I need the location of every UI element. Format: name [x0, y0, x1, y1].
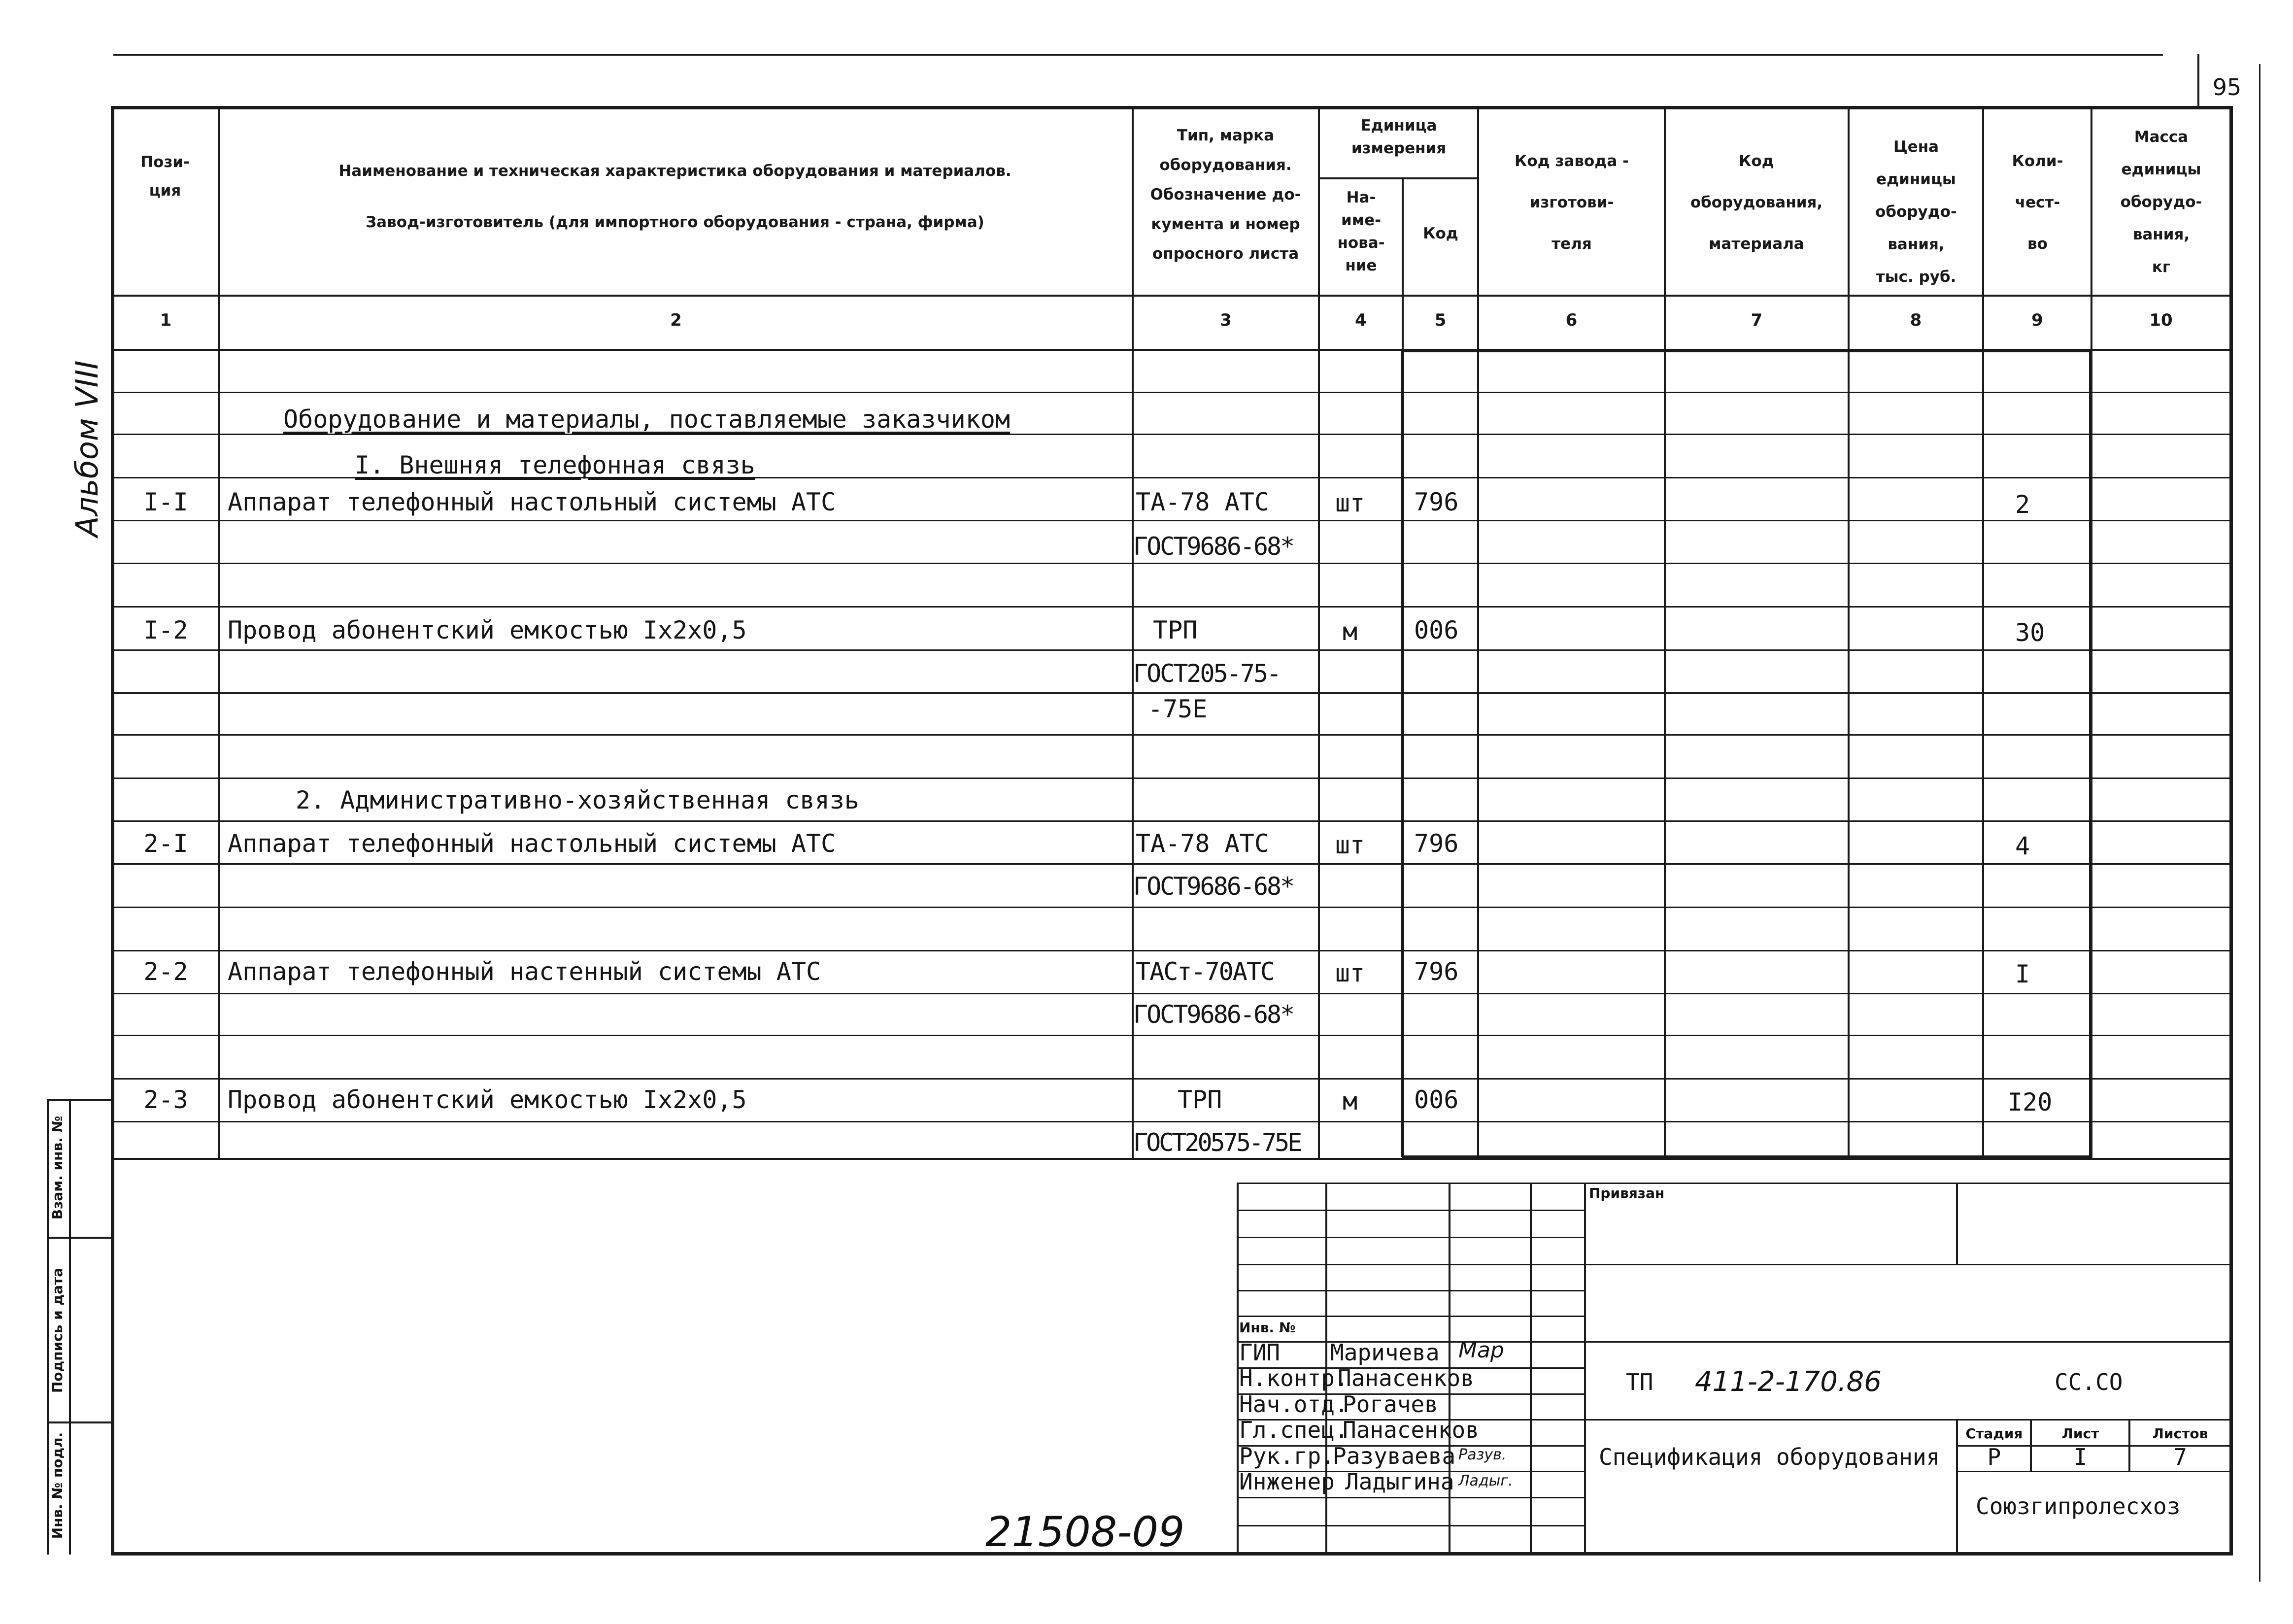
top-rule — [113, 54, 2163, 56]
row-rule — [111, 563, 2229, 564]
tb-sheets: 7 — [2173, 1444, 2187, 1470]
row-code: 006 — [1414, 616, 1459, 644]
tb-role: Н.контр. — [1239, 1365, 1349, 1391]
row-unit: шт — [1335, 831, 1365, 859]
tb-row — [1237, 1290, 1584, 1291]
row-type: ТА-78 АТС — [1136, 829, 1269, 858]
tb-line — [1956, 1419, 1958, 1552]
row-pos: 2-2 — [143, 957, 188, 986]
tb-stage: Р — [1987, 1444, 2001, 1470]
colnum-2: 2 — [670, 310, 682, 330]
row-qty: I20 — [2008, 1088, 2053, 1116]
tb-role: Рук.гр. — [1239, 1443, 1335, 1469]
row-name: Аппарат телефонный настольный системы АТС — [228, 829, 836, 858]
row-rule — [111, 907, 2229, 908]
row-name: Аппарат телефонный настенный системы АТС — [228, 957, 821, 986]
tb-doc-mark: СС.СО — [2055, 1369, 2123, 1395]
tb-row — [1237, 1525, 1584, 1526]
header-qty: Коли- чест- во — [2012, 152, 2063, 253]
tb-line — [2128, 1419, 2130, 1471]
row-qty: 4 — [2015, 832, 2030, 860]
tb-person: Маричева — [1330, 1339, 1440, 1366]
colnum-8: 8 — [1910, 310, 1922, 330]
tb-signature: Ладыг. — [1458, 1472, 1513, 1489]
sheet-number-box-left — [2197, 54, 2199, 108]
row-rule — [111, 1078, 2229, 1080]
row-code: 796 — [1414, 957, 1459, 986]
colnum-9: 9 — [2031, 310, 2043, 330]
row-type: ТРП — [1178, 1085, 1222, 1114]
row-code: 006 — [1414, 1085, 1459, 1114]
row-rule — [111, 820, 2229, 822]
tb-row — [1237, 1183, 2229, 1184]
tb-inv-no: Инв. № — [1239, 1320, 1296, 1336]
row-rule — [111, 434, 2229, 435]
colnum-7: 7 — [1751, 310, 1763, 330]
row-qty: 2 — [2015, 490, 2030, 519]
side-stamp-left — [47, 1099, 49, 1555]
colnum-1: 1 — [160, 310, 172, 330]
header-mass: Масса единицы оборудо- вания, кг — [2120, 128, 2202, 276]
col-line-5 — [1477, 106, 1479, 1158]
header-equip-code: Код оборудования, материала — [1690, 152, 1823, 253]
colnum-5: 5 — [1434, 310, 1447, 330]
tb-line — [2030, 1419, 2032, 1471]
row-type: ТРП — [1153, 616, 1198, 644]
subsection-title-2: 2. Административно-хозяйственная связь — [296, 786, 859, 814]
row-rule — [111, 950, 2229, 951]
tb-sheet: I — [2073, 1444, 2088, 1470]
header-unit: Единица измерения — [1351, 117, 1447, 157]
header-type: Тип, марка оборудования. Обозначение до- кумента и номер опросного листа — [1150, 127, 1301, 263]
album-label: Альбом VIII — [69, 360, 105, 537]
tb-privyazan: Привязан — [1589, 1185, 1665, 1201]
tb-line — [1956, 1183, 1958, 1264]
tb-role: Гл.спец. — [1239, 1417, 1349, 1443]
header-pos: Пози- ция — [140, 153, 190, 200]
row-qty: 30 — [2015, 618, 2045, 647]
row-rule — [111, 606, 2229, 608]
row-name: Провод абонентский емкостью Iх2х0,5 — [228, 616, 747, 644]
header-name-line1: Наименование и техническая характеристика оборудования и материалов. — [338, 162, 1012, 180]
tb-person: Ладыгина — [1345, 1468, 1454, 1495]
row-pos: 2-I — [143, 829, 188, 858]
row-name: Аппарат телефонный настольный системы АТС — [228, 488, 836, 516]
tb-rule — [1956, 1471, 2229, 1472]
row-unit: шт — [1335, 489, 1365, 517]
tb-person: Панасенков — [1338, 1365, 1474, 1391]
colnum-6: 6 — [1565, 310, 1578, 330]
tb-person: Рогачев — [1343, 1391, 1438, 1418]
header-bottom-rule — [111, 295, 2229, 297]
side-stamp-mid — [69, 1099, 71, 1555]
frame-top — [111, 106, 2233, 109]
row-unit: м — [1342, 1087, 1358, 1116]
tb-doc-code: 411-2-170.86 — [1695, 1366, 1882, 1398]
tb-doc-title: Спецификация оборудования — [1599, 1444, 1940, 1470]
row-pos: I-2 — [143, 616, 188, 644]
section-title: Оборудование и материалы, поставляемые заказчиком — [283, 405, 1011, 434]
tb-person: Панасенков — [1343, 1417, 1479, 1443]
tb-row — [1237, 1264, 1584, 1265]
row-pos: 2-3 — [143, 1085, 188, 1114]
tb-row — [1237, 1497, 1584, 1498]
row-qty: I — [2015, 960, 2030, 988]
sheet-number: 95 — [2212, 74, 2242, 101]
row-unit: м — [1342, 617, 1358, 646]
row-rule — [111, 649, 2229, 651]
row-type-gost: ГОСТ20575-75Е — [1133, 1128, 1301, 1157]
colnum-3: 3 — [1220, 310, 1232, 330]
tb-organization: Союзгипролесхоз — [1976, 1493, 2181, 1520]
row-rule — [111, 993, 2229, 994]
tb-role: Нач.отд. — [1239, 1391, 1349, 1418]
tb-sheets-label: Листов — [2152, 1425, 2208, 1442]
col-line-1 — [218, 106, 220, 1158]
tb-signature: Разув. — [1458, 1446, 1507, 1463]
row-type: ТА-78 АТС — [1136, 488, 1269, 516]
row-type-gost: ГОСТ9686-68* — [1133, 1000, 1294, 1029]
row-rule — [111, 778, 2229, 779]
header-unit-name: На- име- нова- ние — [1337, 189, 1385, 274]
col-line-7 — [1848, 106, 1850, 1158]
row-rule — [111, 1121, 2229, 1122]
tb-row — [1237, 1316, 1584, 1317]
row-code: 796 — [1414, 488, 1459, 516]
frame-right — [2229, 106, 2233, 1555]
side-inv-podl: Инв. № подл. — [49, 1432, 66, 1539]
tb-rule — [1584, 1419, 2229, 1421]
tb-role: Инженер — [1239, 1468, 1335, 1495]
colnum-10: 10 — [2149, 310, 2173, 330]
row-type-gost-cont: -75Е — [1148, 695, 1208, 723]
tb-rule — [1584, 1341, 2229, 1343]
side-podpis-data: Подпись и дата — [49, 1267, 66, 1393]
side-vzam-inv: Взам. инв. № — [49, 1116, 66, 1220]
binding-edge — [2259, 64, 2260, 1582]
tb-rule — [1584, 1264, 2229, 1265]
row-type-gost: ГОСТ9686-68* — [1133, 532, 1294, 561]
header-unit-code: Код — [1423, 225, 1458, 242]
row-unit: шт — [1335, 959, 1365, 987]
row-code: 796 — [1414, 829, 1459, 858]
row-rule — [111, 863, 2229, 865]
col-line-8 — [1982, 106, 1984, 1158]
row-rule — [111, 520, 2229, 521]
archive-number: 21508-09 — [985, 1508, 1185, 1556]
subsection-title: I. Внешняя телефонная связь — [355, 451, 755, 479]
header-name-line2: Завод-изготовитель (для импортного оборудования - страна, фирма) — [366, 213, 984, 231]
tb-sheet-label: Лист — [2061, 1425, 2099, 1442]
colnum-4: 4 — [1355, 310, 1367, 330]
side-stamp-rule — [47, 1237, 112, 1239]
unit-subheader-rule — [1318, 177, 1477, 179]
header-price: Цена единицы оборудо- вания, тыс. руб. — [1875, 138, 1957, 286]
tb-stage-label: Стадия — [1965, 1425, 2023, 1442]
tb-row — [1237, 1210, 1584, 1211]
tb-doc-prefix: ТП — [1626, 1369, 1653, 1395]
tb-signature: Мар — [1458, 1338, 1504, 1363]
block-bottom — [1402, 1155, 2091, 1159]
row-name: Провод абонентский емкостью Iх2х0,5 — [228, 1085, 747, 1114]
tb-line — [1584, 1183, 1586, 1552]
row-type-gost: ГОСТ205-75- — [1133, 659, 1281, 688]
row-rule — [111, 1035, 2229, 1036]
header-plant-code: Код завода - изготови- теля — [1515, 152, 1629, 253]
row-rule — [111, 734, 2229, 736]
row-pos: I-I — [143, 488, 188, 516]
row-type: ТАСт-70АТС — [1136, 957, 1275, 986]
row-rule — [111, 392, 2229, 393]
tb-person: Разуваева — [1333, 1443, 1456, 1469]
tb-row — [1237, 1237, 1584, 1238]
block-top — [1402, 349, 2091, 352]
tb-role: ГИП — [1239, 1339, 1281, 1366]
row-type-gost: ГОСТ9686-68* — [1133, 872, 1294, 901]
col-line-3 — [1318, 106, 1320, 1158]
row-rule — [111, 692, 2229, 694]
